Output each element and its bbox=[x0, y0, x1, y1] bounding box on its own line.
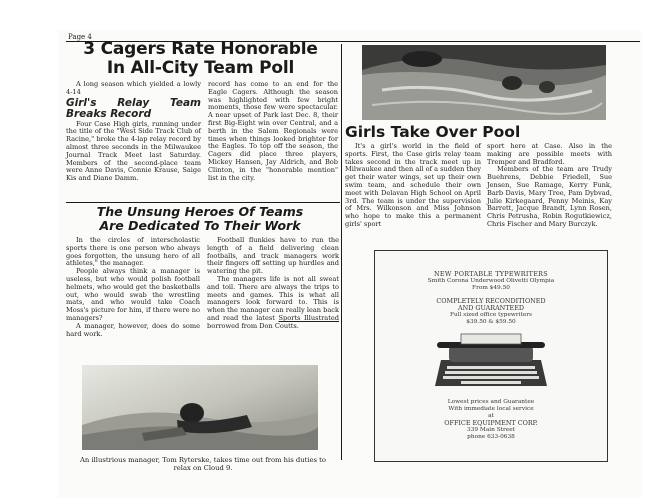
ad-office-models: Full sized office typewriters bbox=[450, 312, 532, 318]
section-rule bbox=[66, 202, 340, 203]
ad-from-price: From $49.50 bbox=[472, 285, 510, 291]
pool-col2 bbox=[487, 143, 612, 229]
pool-text-cont: sport here at Case. Also in the making are possible meets with Tremper and Bradford. bbox=[487, 142, 612, 166]
ad-company: OFFICE EQUIPMENT CORP. bbox=[444, 419, 538, 427]
unsung-headline-line1: The Unsung Heroes Of Teams bbox=[96, 204, 304, 219]
ad-phone: phone 633-0638 bbox=[467, 434, 515, 440]
pool-members: Members of the team are Trudy Buehrens, Debbie Friedell, Sue Jensen, Sue Ramage, Kerry Funk, Barb Davis, Mary Tree, Pam Dybvad, Julie Kirkegaard, Penny Meinis, Kay Barrett, Jacque Brandt, Lynn Rosen, Chris Petrusha, Robin Rogutkiewicz, Chris Fischer and Mary Burczyk. bbox=[487, 165, 612, 228]
cagers-headline bbox=[62, 40, 339, 78]
magazine-title: Sports Illustrated bbox=[278, 313, 339, 322]
unsung-col1 bbox=[66, 237, 200, 338]
ad-at: at bbox=[488, 413, 494, 419]
typewriter-ad bbox=[374, 250, 608, 462]
cagers-text: record has come to an end for the Eagle Cagers. Although the season was highlighted with few bright moments, those few were spectacular. A near upset of Park last Dec. 8, their first Big-Eight win over Central, and a berth in the Salem Regionals were times when things looked brighter for the Eagles. To top off the season, the Cagers did place three players, Mickey Hansen, Jay Aldrich, and Bob Clinton, in the "honorable mention" list in the city. bbox=[208, 80, 338, 182]
unsung-p2: People always think a manager is useless, but who would polish football helmets, who would get the basketballs out, who would swab the wrestling mats, and who would take Coach Moss's picture for him, if there were no managers? bbox=[66, 267, 200, 322]
ad-recond-line2: AND GUARANTEED bbox=[457, 304, 524, 312]
girls-pool-headline: Girls Take Over Pool bbox=[345, 123, 521, 141]
pool-photo-image bbox=[362, 45, 606, 120]
unsung-p4: Football flunkies have to run the length of a field delivering clean footballs, and track managers work their fingers off setting up hurdles and watering the pit. bbox=[207, 236, 339, 276]
photo-caption: An illustrious manager, Tom Ryterske, takes time out from his duties to relax on Cloud 9. bbox=[80, 456, 326, 472]
relay-subhead: Girl's Relay Team Breaks Record bbox=[66, 96, 201, 120]
ad-tagline1: Lowest prices and Guarantee bbox=[447, 399, 535, 405]
pool-photo bbox=[362, 45, 606, 120]
unsung-headline bbox=[70, 205, 330, 233]
cagers-col1 bbox=[66, 81, 201, 183]
unsung-headline-line2: Are Dedicated To Their Work bbox=[99, 218, 301, 233]
column-divider bbox=[341, 44, 342, 460]
unsung-p1: In the circles of interscholastic sports there is one person who always goes forgotten, the unsung hero of all athletes," the manager. bbox=[66, 236, 200, 268]
relay-text: Four Case High girls, running under the title of the "West Side Track Club of Racine," broke the 4-lap relay record by almost three seconds in the Milwaukee Journal Track Meet last Saturday. Members of the second-place team were Anne Davis, Connie Krause, Saige Kis and Diane Damm. bbox=[66, 119, 201, 183]
page-label: Page 4 bbox=[68, 33, 92, 41]
cagers-intro: A long season which yielded a lowly 4-14 bbox=[66, 80, 201, 96]
unsung-p5 bbox=[207, 276, 339, 331]
cagers-headline-line2: In All-City Team Poll bbox=[106, 58, 295, 78]
unsung-p5-post: borrowed from Don Coutts. bbox=[207, 321, 299, 330]
ad-office-prices: $39.50 & $59.50 bbox=[466, 319, 516, 325]
manager-photo bbox=[82, 365, 318, 450]
unsung-p3: A manager, however, does do some hard work. bbox=[66, 321, 200, 338]
manager-photo-image bbox=[82, 365, 318, 450]
ad-address: 339 Main Street bbox=[467, 427, 515, 433]
typewriter-icon bbox=[431, 330, 551, 394]
ad-recond-line1: COMPLETELY RECONDITIONED bbox=[436, 297, 546, 305]
cagers-col2 bbox=[208, 81, 338, 182]
unsung-col2 bbox=[207, 237, 339, 331]
pool-text: It's a girl's world in the field of sports. First, the Case girls relay team takes second in the track meet up in Milwaukee and then all of a sudden they get their water wings, set up their own swim team, and schedule their own meet with Delavan High School on April 3rd. The team is under the supervision of Mrs. Wilkonson and Miss Johnson who hope to make this a permanent girls' sport bbox=[345, 142, 481, 228]
ad-title: NEW PORTABLE TYPEWRITERS bbox=[434, 270, 548, 278]
pool-col1 bbox=[345, 143, 481, 229]
unsung-p5-pre: The managers life is not all sweat and toil. There are always the trips to meets and games. This is what all managers look forward to. This is when the manager can really lean back and read the latest bbox=[207, 274, 339, 322]
cagers-headline-line1: 3 Cagers Rate Honorable bbox=[83, 39, 318, 59]
ad-tagline2: With immediate local service bbox=[448, 406, 534, 412]
ad-brands: Smith Corona Underwood Olivetti Olympia bbox=[427, 278, 555, 284]
